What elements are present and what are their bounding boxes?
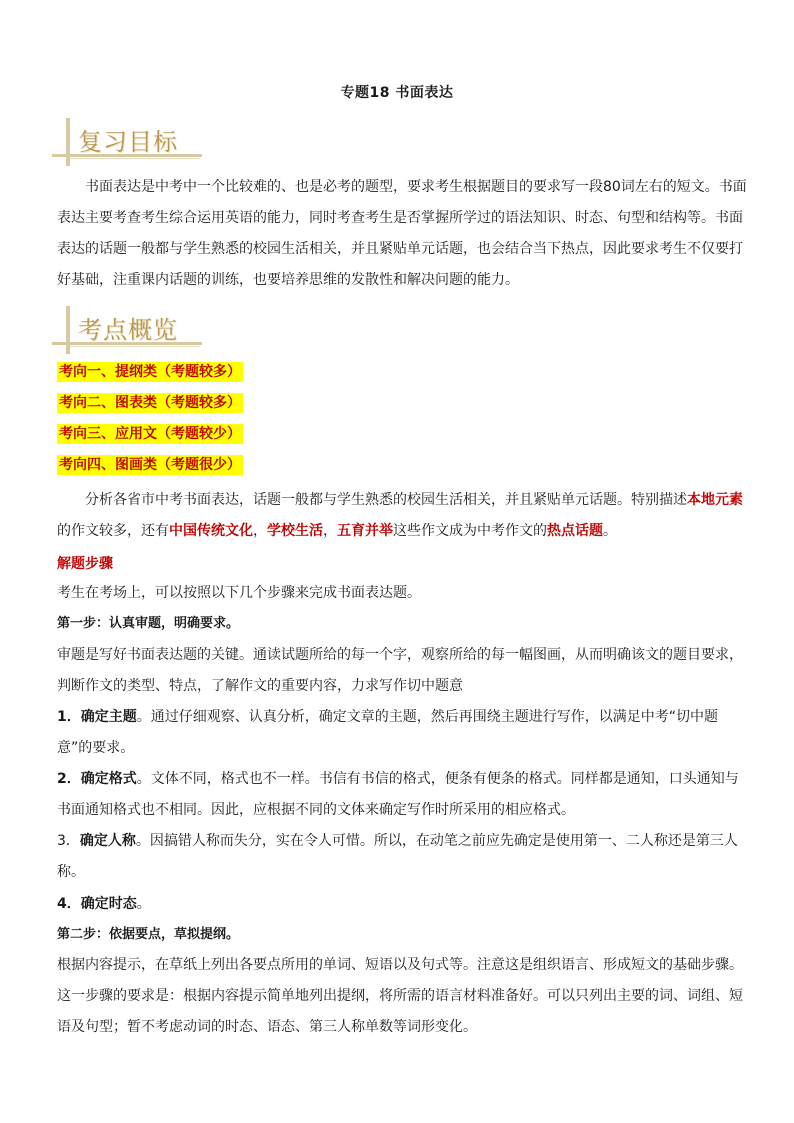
item-label: 确定时态 [80,896,137,912]
document-title: 专题18 书面表达 [340,85,454,101]
emphasis-hot-topics: 热点话题 [547,523,603,539]
emphasis-school-life: 学校生活 [267,523,323,539]
item-determine-person [57,826,747,888]
banner-decor-underline [70,346,200,347]
item-number: 1． [57,709,81,725]
steps-intro: 考生在考场上，可以按照以下几个步骤来完成书面表达题。 [57,585,421,601]
section-banner-review-goals [52,118,202,168]
banner-decor-underline [70,158,200,159]
item-number: 2． [57,771,81,787]
direction-item: 考向二、图表类（考题较多） [59,395,241,411]
emphasis-traditional-culture: 中国传统文化 [169,523,253,539]
step2-title: 第二步：依据要点，草拟提纲。 [57,927,240,942]
item-label: 确定人称 [79,833,136,849]
section-banner-overview [52,306,202,356]
analysis-text: 的作文较多，还有 [57,523,169,539]
item-text: 。 [136,896,151,912]
analysis-text: ， [323,523,337,539]
intro-paragraph: 书面表达是中考中一个比较难的、也是必考的题型，要求考生根据题目的要求写一段80词左右的短文。书面表达主要考查考生综合运用英语的能力，同时考查考生是否掌握所学过的语法知识、时态、句型和结构等。书面表达的话题一般都与学生熟悉的校园生活相关，并且紧贴单元话题，也会结合当下热点，因此要求考生不仅要打好基础，注重课内话题的训练，也要培养思维的发散性和解决问题的能力。 [57,179,747,288]
direction-item: 考向一、提纲类（考题较多） [59,364,241,380]
item-text: 。因搞错人称而失分，实在令人可惜。所以，在动笔之前应先确定是使用第一、二人称还是第三人称。 [57,833,738,880]
analysis-paragraph [57,485,747,547]
banner-title: 考点概览 [78,316,178,344]
item-text: 。通过仔细观察、认真分析，确定文章的主题，然后再围绕主题进行写作，以满足中考“切中题意”的要求。 [57,709,719,756]
step1-title: 第一步：认真审题，明确要求。 [57,616,240,631]
direction-item: 考向四、图画类（考题很少） [59,457,241,473]
item-number: 3． [57,833,80,849]
item-determine-topic [57,702,747,764]
item-determine-tense [57,894,151,914]
step2-body: 根据内容提示，在草纸上列出各要点所用的单词、短语以及句式等。注意这是组织语言、形成短文的基础步骤。这一步骤的要求是：根据内容提示简单地列出提纲，将所需的语言材料准备好。可以只列出主要的词、词组、短语及句型；暂不考虑动词的时态、语态、第三人称单数等词形变化。 [57,957,743,1035]
step1-body: 审题是写好书面表达题的关键。通读试题所给的每一个字，观察所给的每一幅图画，从而明确该文的题目要求，判断作文的类型、特点，了解作文的重要内容，力求写作切中题意 [57,647,743,694]
steps-heading: 解题步骤 [57,556,113,572]
item-label: 确定主题 [80,709,137,725]
banner-title: 复习目标 [78,128,178,156]
analysis-text: 。 [603,523,617,539]
item-number: 4． [57,896,81,912]
direction-item: 考向三、应用文（考题较少） [59,426,241,442]
emphasis-five-education: 五育并举 [337,523,393,539]
analysis-text: ， [253,523,267,539]
analysis-text: 分析各省市中考书面表达，话题一般都与学生熟悉的校园生活相关，并且紧贴单元话题。特别描述 [85,492,687,508]
item-determine-format [57,764,747,826]
item-label: 确定格式 [80,771,137,787]
analysis-text: 这些作文成为中考作文的 [393,523,547,539]
emphasis-local-elements: 本地元素 [687,492,743,508]
item-text: 。文体不同，格式也不一样。书信有书信的格式，便条有便条的格式。同样都是通知，口头通知与书面通知格式也不相同。因此，应根据不同的文体来确定写作时所采用的相应格式。 [57,771,739,818]
